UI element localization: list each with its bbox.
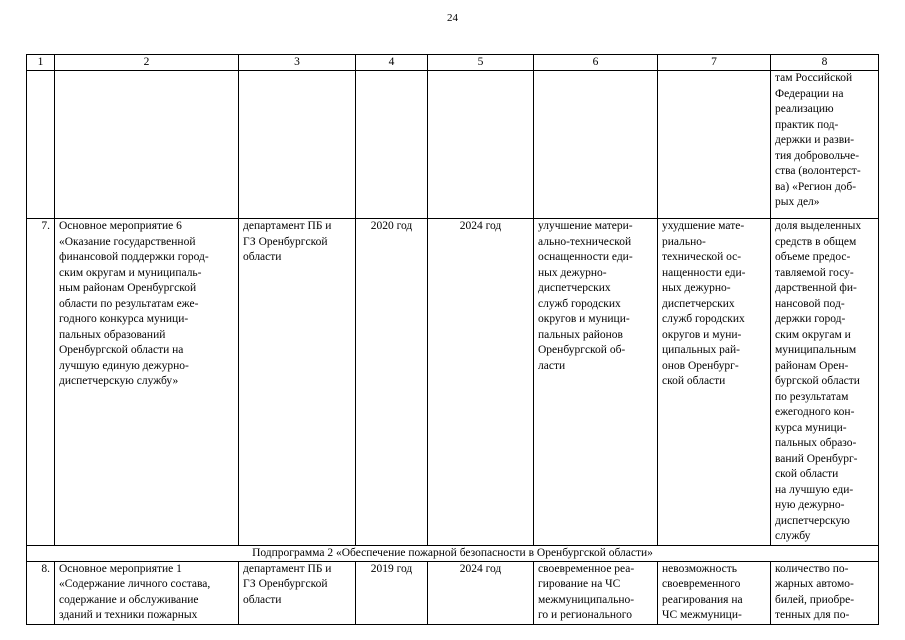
table-row-continuation: [27, 71, 879, 219]
table-cell: [658, 71, 771, 219]
start-year-cell: 2019 год: [356, 561, 428, 624]
header-cell: 4: [356, 55, 428, 71]
consequences-cell: ухудшение мате- риально- технической ос- нащенности еди- ных дежурно- диспетчерских служб городских округов и муни- ципальных рай- онов Оренбург- ской области: [658, 219, 771, 546]
executor-cell: департамент ПБ и ГЗ Оренбургской области: [239, 561, 356, 624]
table-cell: [428, 71, 534, 219]
table-cell: [356, 71, 428, 219]
start-year-cell: 2020 год: [356, 219, 428, 546]
indicator-cell: доля выделенных средств в общем объеме предос- тавляемой госу- дарственной фи- нансовой под- держки город- ским округам и муниципальным районам Орен- бургской области по результатам ежегодного кон- курса муници- пальных образо- ваний Оренбург- ской области на лучшую еди- ную дежурно- диспетчерскую службу: [771, 219, 879, 546]
header-cell: 1: [27, 55, 55, 71]
subprogram-title: Подпрограмма 2 «Обеспечение пожарной безопасности в Оренбургской области»: [27, 545, 879, 561]
indicator-cell: количество по- жарных автомо- билей, приобре- тенных для по-: [771, 561, 879, 624]
table-row-7: [27, 219, 879, 546]
row-number: 8.: [27, 561, 55, 624]
subprogram-row: [27, 545, 879, 561]
page-number: 24: [447, 12, 458, 24]
indicator-cell: там Российской Федерации на реализацию практик под- держки и разви- тия добровольче- ства (волонтерст- ва) «Регион доб- рых дел»: [771, 71, 879, 219]
expected-result-cell: своевременное реа- гирование на ЧС межмуниципально- го и регионального: [534, 561, 658, 624]
end-year-cell: 2024 год: [428, 561, 534, 624]
consequences-cell: невозможность своевременного реагирования на ЧС межмуници-: [658, 561, 771, 624]
table-cell: [534, 71, 658, 219]
header-cell: 5: [428, 55, 534, 71]
table-cell: [239, 71, 356, 219]
measure-name-cell: Основное мероприятие 6 «Оказание государственной финансовой поддержки город- ским округам и муниципаль- ным районам Оренбургской области по результатам еже- годного конкурса муници- пальных образований Оренбургской области на лучшую единую дежурно- диспетчерскую службу»: [55, 219, 239, 546]
header-cell: 7: [658, 55, 771, 71]
header-cell: 3: [239, 55, 356, 71]
expected-result-cell: улучшение матери- ально-технической оснащенности еди- ных дежурно- диспетчерских служб городских округов и муници- пальных районов Оренбургской об- ласти: [534, 219, 658, 546]
measure-name-cell: Основное мероприятие 1 «Содержание личного состава, содержание и обслуживание зданий и техники пожарных: [55, 561, 239, 624]
header-cell: 2: [55, 55, 239, 71]
table-cell: [55, 71, 239, 219]
table-row-8: [27, 561, 879, 624]
table-cell: [27, 71, 55, 219]
row-number: 7.: [27, 219, 55, 546]
measures-table: [26, 54, 879, 625]
header-row: [27, 55, 879, 71]
end-year-cell: 2024 год: [428, 219, 534, 546]
header-cell: 8: [771, 55, 879, 71]
header-cell: 6: [534, 55, 658, 71]
executor-cell: департамент ПБ и ГЗ Оренбургской области: [239, 219, 356, 546]
